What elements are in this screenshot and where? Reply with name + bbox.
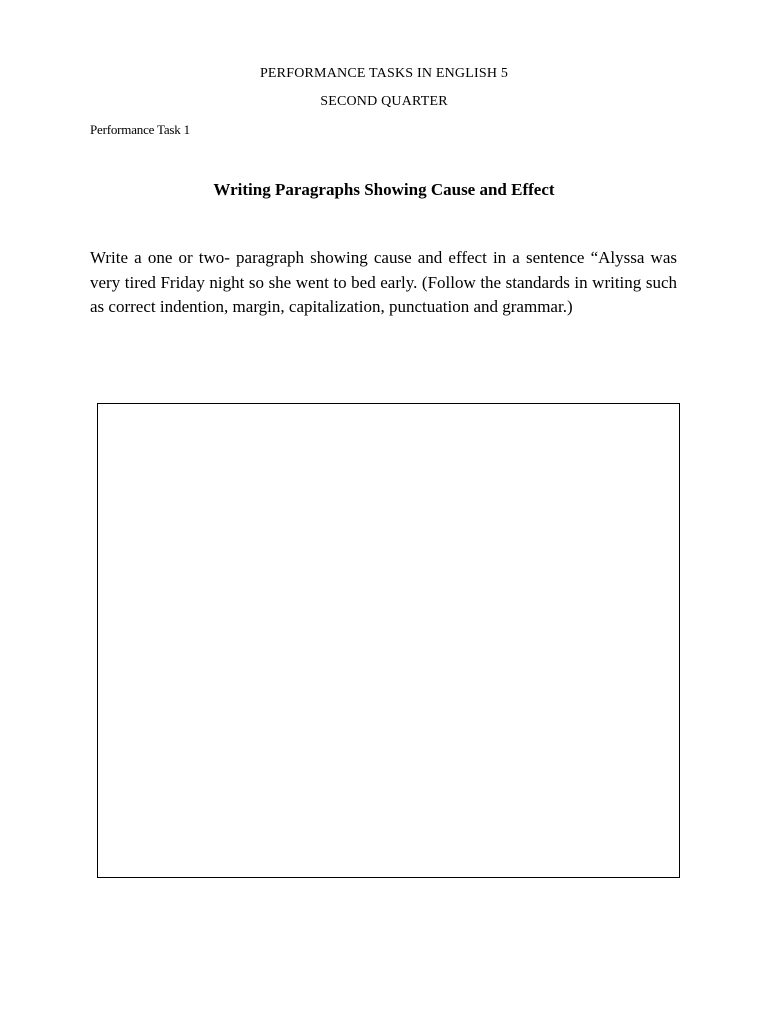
answer-writing-box[interactable] [97, 403, 680, 878]
task-instructions: Write a one or two- paragraph showing cause and effect in a sentence “Alyssa was very tired Friday night so she went to bed early. (Follow the standards in writing such as correct indention, margin, capitalization, punctuation and grammar.) [90, 248, 677, 316]
document-header-title: PERFORMANCE TASKS IN ENGLISH 5 [259, 66, 509, 81]
task-label: Performance Task 1 [90, 122, 190, 137]
document-header-quarter: SECOND QUARTER [320, 94, 448, 109]
section-title: Writing Paragraphs Showing Cause and Effect [213, 180, 555, 199]
